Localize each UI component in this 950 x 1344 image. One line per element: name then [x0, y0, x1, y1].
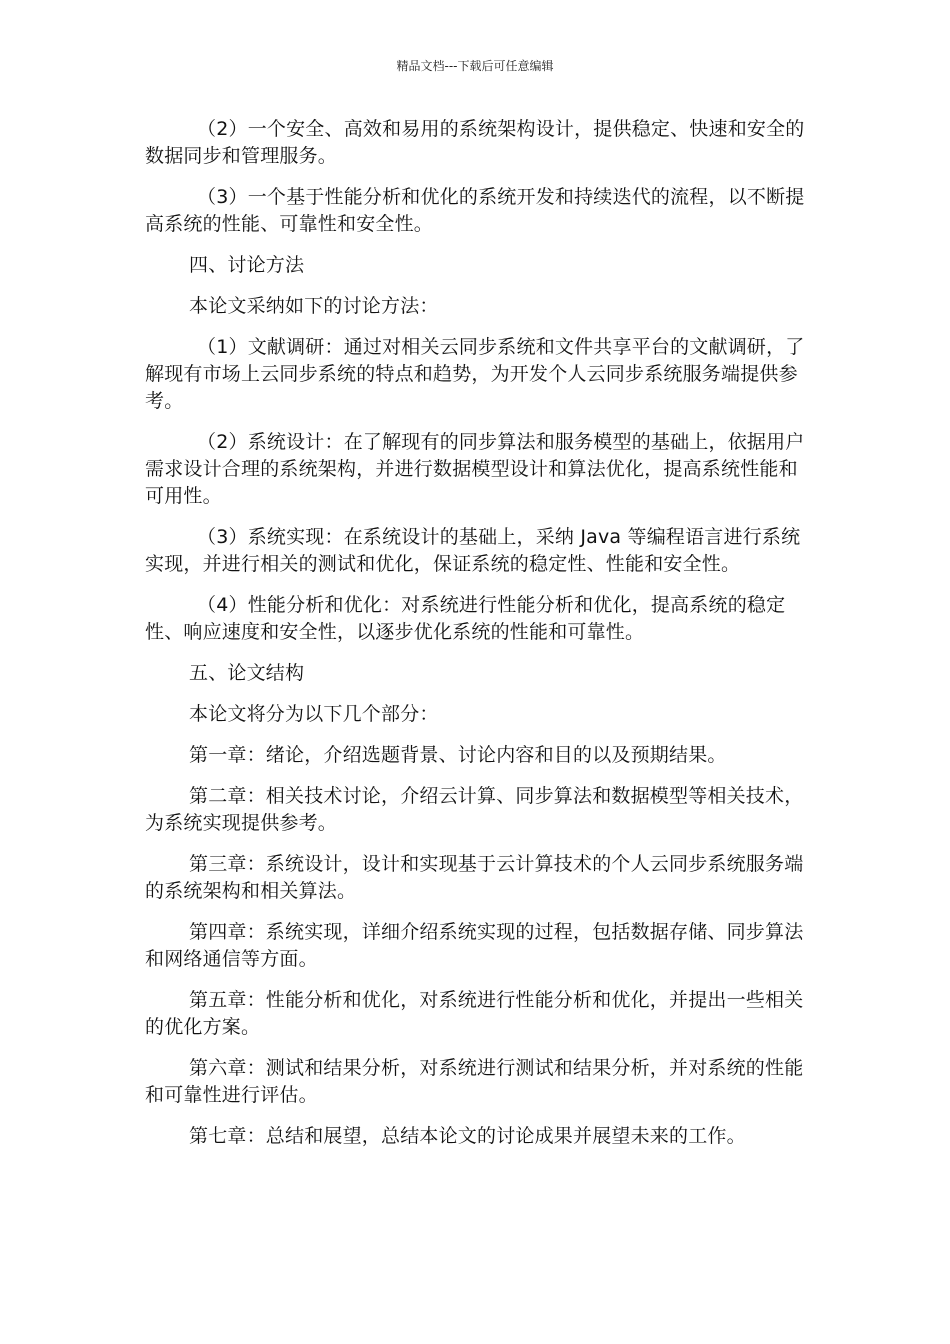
- chapter-2-item: 第二章：相关技术讨论，介绍云计算、同步算法和数据模型等相关技术，为系统实现提供参考。: [145, 785, 804, 834]
- method-item-1: （1）文献调研：通过对相关云同步系统和文件共享平台的文献调研，了解现有市场上云同步系统的特点和趋势，为开发个人云同步系统服务端提供参考。: [145, 336, 805, 412]
- goal-item-2: （2）一个安全、高效和易用的系统架构设计，提供稳定、快速和安全的数据同步和管理服务。: [145, 118, 805, 167]
- document-body: [145, 116, 810, 1164]
- method-item-3: （3）系统实现：在系统设计的基础上，采纳 Java 等编程语言进行系统实现，并进行相关的测试和优化，保证系统的稳定性、性能和安全性。: [145, 526, 801, 575]
- method-item-4: （4）性能分析和优化：对系统进行性能分析和优化，提高系统的稳定性、响应速度和安全性，以逐步优化系统的性能和可靠性。: [145, 594, 786, 643]
- goal-item-3: （3）一个基于性能分析和优化的系统开发和持续迭代的流程，以不断提高系统的性能、可靠性和安全性。: [145, 186, 805, 235]
- chapter-3-item: 第三章：系统设计，设计和实现基于云计算技术的个人云同步系统服务端的系统架构和相关算法。: [145, 853, 804, 902]
- chapter-4-item: 第四章：系统实现，详细介绍系统实现的过程，包括数据存储、同步算法和网络通信等方面。: [145, 921, 804, 970]
- page-header: 精品文档---下载后可任意编辑: [396, 59, 554, 73]
- section-heading-structure: 五、论文结构: [189, 662, 305, 684]
- chapter-7-item: 第七章：总结和展望，总结本论文的讨论成果并展望未来的工作。: [189, 1125, 746, 1147]
- chapter-1-item: 第一章：绪论，介绍选题背景、讨论内容和目的以及预期结果。: [189, 744, 727, 766]
- chapter-6-item: 第六章：测试和结果分析，对系统进行测试和结果分析，并对系统的性能和可靠性进行评估。: [145, 1057, 804, 1106]
- chapter-5-item: 第五章：性能分析和优化，对系统进行性能分析和优化，并提出一些相关的优化方案。: [145, 989, 804, 1038]
- method-item-2: （2）系统设计：在了解现有的同步算法和服务模型的基础上，依据用户需求设计合理的系统架构，并进行数据模型设计和算法优化，提高系统性能和可用性。: [145, 431, 805, 507]
- section-heading-methods: 四、讨论方法: [189, 254, 305, 276]
- structure-intro: 本论文将分为以下几个部分：: [189, 703, 439, 725]
- methods-intro: 本论文采纳如下的讨论方法：: [189, 295, 439, 317]
